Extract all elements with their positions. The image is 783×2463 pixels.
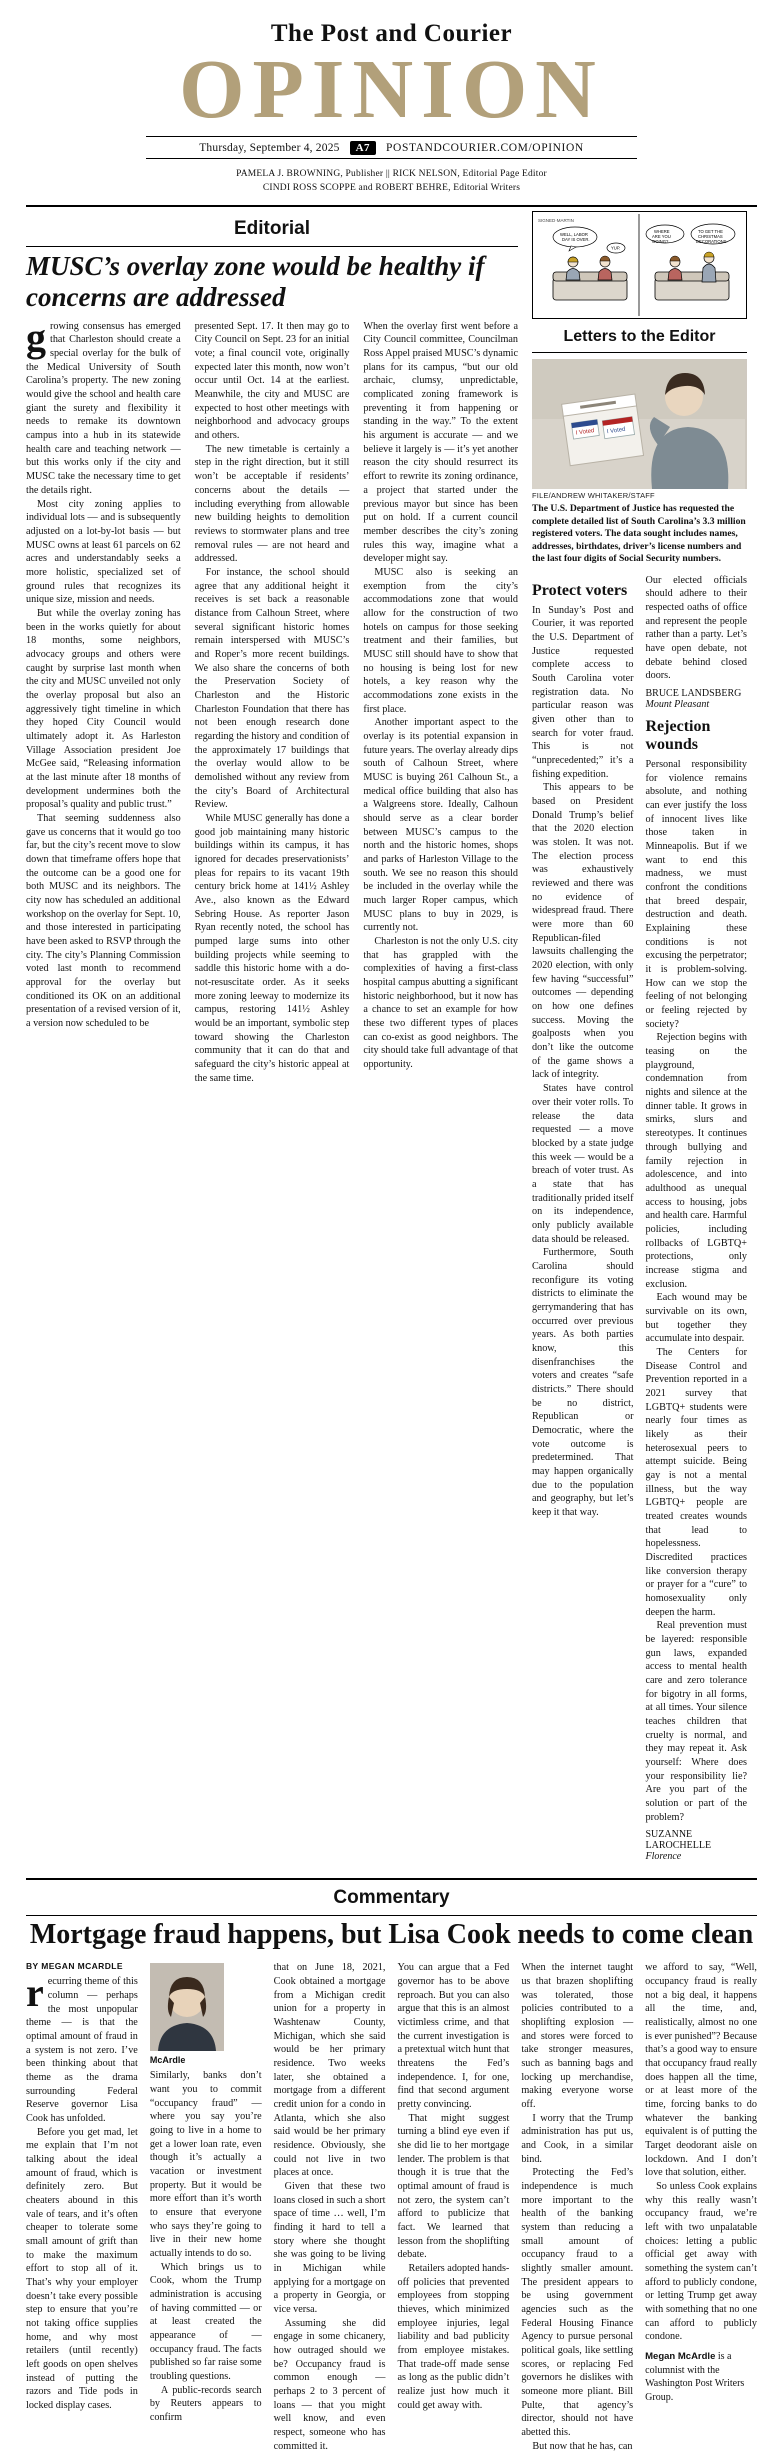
commentary-paragraph: recurring theme of this column — perhaps the most unpopular theme — is that the optimal amount of fraud in a system is not zero. I’ve been thinking about that theme as the drama surrounding Federal Reserve governor Lisa Cook has unfolded. <box>26 1970 138 2124</box>
commentary-article <box>26 1880 757 2453</box>
editorial-letters-region <box>26 211 757 1862</box>
commentary-headline: Mortgage fraud happens, but Lisa Cook needs to come clean <box>29 1919 754 1951</box>
svg-text:DECORATIONS.: DECORATIONS. <box>696 239 728 245</box>
letter-signature <box>646 1829 748 1862</box>
commentary-column-5 <box>521 1961 633 2453</box>
letter-paragraph: Each wound may be survivable on its own, but together they accumulate into despair. <box>645 1292 747 1345</box>
section-word: OPINION <box>179 43 604 136</box>
letters-columns <box>532 574 747 1863</box>
commentary-tagline-rest: is a columnist with the Washington Post Writers Group. <box>645 2351 745 2403</box>
letters-section-label: Letters to the Editor <box>563 328 716 346</box>
commentary-paragraph: But now that he has, can <box>532 2440 633 2452</box>
page-number-badge: A7 <box>350 141 376 155</box>
svg-text:DAY IS OVER.: DAY IS OVER. <box>562 237 590 243</box>
publication-date: Thursday, September 4, 2025 <box>199 141 340 154</box>
author-caption: McArdle <box>149 2055 186 2066</box>
voting-photo-illustration <box>532 359 745 489</box>
commentary-byline: BY MEGAN MCARDLE <box>26 1961 123 1972</box>
commentary-column-3 <box>274 1961 386 2453</box>
photo-caption: The U.S. Department of Justice has requested the complete detailed list of South Carolina’s 3.3 million registered voters. The data sought includes names, addresses, birthdates, driver’s license numbers and the last four digits of Social Security numbers. <box>532 503 746 565</box>
svg-text:CHRISTMAS: CHRISTMAS <box>698 234 723 240</box>
letter-signature-name: BRUCE LANDSBERG <box>645 688 742 700</box>
letter-signature-place: Florence <box>645 1851 682 1863</box>
editorial-columns <box>26 314 519 1086</box>
letter-paragraph: Personal responsibility for violence remains absolute, and nothing can ever justify the loss of innocent lives like those taken in Minneapolis. But if we want to end this madness, we must confront the conditions that breed despair, destruction and death. Explaining these conditions is not excusing the perpetrator; it is problem-solving. How can we stop the feeling of not belonging or feeling rejected by society? <box>645 759 747 1030</box>
editorial-paragraph: When the overlay first went before a City Council committee, Councilman Ross Appel praised MUSC’s dynamic plans for its campus, “but our old archaic, clumsy, unpredictable, complicated zoning framework is preventing it from happening or standing in the way.” To the extent his argument is accurate — and we believe it largely is — it’s yet another reason the city should resurrect its effort to rewrite its zoning ordinance, a project that started under the previous mayor but since has been put on hold. If a current council member describes the city’s zoning rules this way, imagine what a developer might say. <box>363 320 519 565</box>
svg-text:GOING?: GOING? <box>652 239 669 245</box>
letter-signature <box>646 688 748 710</box>
svg-text:WELL, LABOR: WELL, LABOR <box>560 232 588 238</box>
letters-rule <box>532 352 747 353</box>
commentary-paragraph: Assuming she did engage in some chicanery, how outraged should we be? Occupancy fraud is common enough — perhaps 2 to 3 percent of loans — that you might well know, and even respect, someone who has committed it. <box>273 2317 386 2452</box>
commentary-columns <box>26 1961 757 2453</box>
commentary-paragraph: Before you get mad, let me explain that I’m not talking about the ideal amount of fraud, which is definitely zero. But cheaters abound in this vale of tears, and it’s often cheaper to tolerate some small amount of grift than to make the maximum effort to stop all of it. That’s why your employer doesn’t take every possible step to ensure that you’re not taking office supplies home, and why most retailers (until recently) left goods on open shelves instead of putting the razors and Tide pods in locked display cases. <box>26 2126 138 2412</box>
commentary-paragraph: When the internet taught us that brazen shoplifting was tolerated, those policies contributed to a shoplifting explosion — and stores were forced to take stronger measures, such as banning bags and locking up merchandise, making everyone worse off. <box>521 1962 634 2110</box>
editorial-paragraph: That seeming suddenness also gave us concerns that it would go too far, but the city’s recent move to slow down that timeframe offers hope that the outcome can be a good one for both MUSC and its neighbors. The city now has scheduled an additional workshop on the overlay for Sept. 10, and those interested in participating have been asked to RSVP through the city. The city’s Planning Commission voted last month to recommend approval for the overlay but conditioned its OK on an additional presentation of a revised version of it, a version now scheduled to be <box>26 812 181 1030</box>
editorial-rule <box>26 246 518 247</box>
commentary-rule <box>26 1915 757 1916</box>
commentary-paragraph: So unless Cook explains why this really wasn’t occupancy fraud, we’re left with two unpalatable choices: letting a public official get away with something the system can’t afford to publicly condone, or letting Trump get away with something that no one can afford to publicly condone. <box>645 2180 757 2343</box>
commentary-paragraph: Given that these two loans closed in such a short space of time … well, I’m finding it hard to tell a story where she thought she was going to be living in Michigan while applying for a mortgage on a property in Georgia, or vice versa. <box>273 2180 386 2316</box>
masthead <box>26 20 757 199</box>
commentary-column-2 <box>150 1961 262 2453</box>
letter-paragraph: The Centers for Disease Control and Prevention reported in a 2021 survey that LGBTQ+ students were nearly four times as likely as their heterosexual peers to attempt suicide. Being gay is not a mental illness, but the way LGBTQ+ people are treated creates wounds that lead to hopelessness. Discredited practices like conversion therapy or prayer for a “cure” to homosexuality only deepen the harm. <box>645 1346 747 1618</box>
editorial-paragraph: Most city zoning applies to individual lots — and is subsequently adjusted on a lot-by-lot basis — but MUSC owns at least 61 parcels on 62 acres and understandably seeks a more holistic, specialized set of ground rules that recognizes its unique size, mission and needs. <box>26 498 181 606</box>
editorial-paragraph: growing consensus has emerged that Charleston should create a special overlay for the bulk of the Medical University of South Carolina’s property. The new zoning would give the school and health care giant the surety and flexibility it needs to remake its downtown campus into a hub in its statewide health care and teaching network — but this works only if the city and MUSC take the necessary time to get the details right. <box>26 314 181 496</box>
commentary-paragraph: Similarly, banks don’t want you to commit “occupancy fraud” — where you say you’re going to live in a home to get a lower loan rate, even though it’s actually a vacation or investment property. But it would be more effort than it’s worth to ensure that everyone who says they’re going to live in their new home actually intends to do so. <box>149 2070 262 2259</box>
editorial-paragraph: MUSC also is seeking an exemption from the city’s accommodations zone that would allow for the construction of two hotels on campus for those seeking treatment and their families, but MUSC still should have to show that no housing is being lost for new hotels, a key reason why the accommodations zone exists in the first place. <box>363 566 519 715</box>
letter-paragraph: Rejection begins with teasing on the playground, condemnation from nights and silence at the dinner table. It grows in smirks, slurs and stereotypes. It continues through bullying and family rejection in adolescence, and into adulthood as unequal access to housing, jobs and health care. Harmful policies, including rollbacks of LGBTQ+ protections, only increase stigma and exclusion. <box>645 1032 747 1290</box>
editorial-paragraph: The new timetable is certainly a step in the right direction, but it still won’t be acceptable if residents’ concerns about the details — including everything from allowable new building heights to demolition reviews to stormwater plans and tree removal rules — are not heard and addressed. <box>194 443 350 565</box>
letter-signature-name: SUZANNE LAROCHELLE <box>645 1829 712 1852</box>
svg-text:TO GET THE: TO GET THE <box>698 229 723 235</box>
letter-paragraph: Real prevention must be layered: responsible gun laws, expanded access to mental health care and zero tolerance for bigotry in all forms, at all times. Your silence teaches children that cruelty is normal, and they may repeat it. Ask yourself: Where does your responsibility lie? Are you part of the solution or part of the problem? <box>645 1620 747 1823</box>
letter-paragraph: Our elected officials should adhere to their respected oaths of office and represent the people rather than a party. Let’s have open debate, not debate behind closed doors. <box>645 574 747 682</box>
paper-name: The Post and Courier <box>270 20 513 47</box>
divider-top <box>26 205 757 207</box>
letter-signature-place: Mount Pleasant <box>645 699 710 711</box>
commentary-paragraph: A public-records search by Reuters appears to confirm <box>149 2384 262 2424</box>
letter-paragraph: This appears to be based on President Donald Trump’s belief that the 2020 election was stolen. It was not. The election process was exhaustively reviewed and there was no evidence of widespread fraud. There were more than 60 Republican-filed lawsuits challenging the 2020 election, with only few having “successful” outcomes — depending on how one defines success. Moving the goalposts when you don’t like the outcome of the game shows a lack of integrity. <box>532 782 634 1081</box>
staff-box <box>26 159 757 200</box>
letter-paragraph: In Sunday’s Post and Courier, it was reported the U.S. Department of Justice requested complete access to South Carolina voter registration data. No particular reason was given other than to search for voter fraud. This is not “unprecedented;” it’s a fishing expedition. <box>532 604 634 780</box>
editorial-headline: MUSC’s overlay zone would be healthy if concerns are addressed <box>26 251 485 312</box>
letter-title: Rejection wounds <box>645 718 711 754</box>
letters-column-1 <box>532 574 634 1863</box>
commentary-paragraph: Retailers adopted hands-off policies that prevented employees from stopping thieves, which minimized employee injuries, legal liability and bad publicity from employee mistakes. That trade-off made sense as long as the public didn’t realize just how much it could get away with. <box>397 2263 510 2411</box>
commentary-column-6 <box>645 1961 757 2453</box>
svg-text:ARE YOU: ARE YOU <box>652 234 671 240</box>
letter-paragraph: States have control over their voter rolls. To release the data requested — a move blocked by a state judge this week — would be a breach of voter trust. As a state that has traditionally prided itself on its independence, only publicly available data should be released. <box>532 1083 634 1245</box>
commentary-paragraph: Protecting the Fed’s independence is much more important to the health of the banking system than reducing a small amount of occupancy fraud to a slightly smaller amount. The president appears to be using government agencies such as the Federal Housing Finance Agency to pursue personal political goals, like settling scores, or replacing Fed governors he dislikes with someone more pliant. Bill Pulte, that agency’s director, should not have abetted this. <box>521 2167 634 2439</box>
editorial-section-label: Editorial <box>233 218 310 240</box>
masthead-info-line <box>26 137 757 158</box>
staff-line-publisher: PAMELA J. BROWNING, Publisher || RICK NELSON, Editorial Page Editor <box>236 168 547 179</box>
commentary-tagline-name: Megan McArdle <box>645 2351 716 2363</box>
editorial-column-1 <box>26 314 181 1086</box>
website-url: POSTANDCOURIER.COM/OPINION <box>386 141 584 154</box>
svg-text:YUP.: YUP. <box>611 245 621 251</box>
svg-text:SIGNED·MARTIN: SIGNED·MARTIN <box>538 218 574 224</box>
commentary-paragraph: we afford to say, “Well, occupancy fraud is really not a big deal, it happens all the time, and, realistically, almost no one is ever punished”? Because that’s a good way to ensure that occupancy fraud really does happen all the time, or at least more of the time, forcing banks to do whatever the banking equivalent is of putting the Target deodorant aisle on lockdown. And I don’t love that solution, either. <box>645 1962 757 2179</box>
svg-text:I Voted: I Voted <box>606 427 626 436</box>
letter-paragraph: Furthermore, South Carolina should reconfigure its voting districts to eliminate the gerrymandering that has occurred over previous years. As both parties know, this disenfranchises the voters and creates “safe districts.” There should be no district, Republican or Democratic, where the vote outcome is predetermined. That may happen organically due to the population and geography, but let’s keep it that way. <box>532 1247 634 1518</box>
editorial-paragraph: For instance, the school should agree that any additional height it receives is set back a reasonable distance from Calhoun Street, where several significant historic homes remain interspersed with MUSC’s and Roper’s more recent buildings. We also share the concerns of both the Preservation Society of Charleston and the Historic Charleston Foundation that there has not been enough research done regarding the history and condition of the approximately 17 buildings that the overlay would allow to be demolished without any review from the city’s Board of Architectural Review. <box>194 566 350 811</box>
cartoon-illustration <box>533 212 746 318</box>
commentary-column-4 <box>397 1961 509 2453</box>
author-portrait <box>150 1963 224 2051</box>
editorial-paragraph: presented Sept. 17. It then may go to City Council on Sept. 23 for an initial vote; a final council vote, originally expected later this month, now won’t occur until Oct. 14 at the earliest. Meanwhile, the city and MUSC are expected to host other meetings with neighborhood and advocacy groups and others. <box>194 320 350 442</box>
commentary-column-1 <box>26 1961 138 2453</box>
commentary-paragraph: You can argue that a Fed governor has to be above reproach. But you can also argue that this is an almost victimless crime, and that the current investigation is a pretextual witch hunt that threatens the Fed’s independence. I, for one, find that second argument pretty convincing. <box>397 1962 510 2110</box>
commentary-paragraph: That might suggest turning a blind eye even if she did lie to her mortgage lender. The problem is that though it is true that the optimal amount of fraud is not zero, the system can’t afford to publicize that fact. We learned that lesson from the shoplifting debate. <box>397 2112 510 2261</box>
commentary-tagline <box>645 2350 757 2404</box>
letters-column-2 <box>646 574 748 1863</box>
editorial-paragraph: Charleston is not the only U.S. city that has grappled with the complexities of having a first-class hospital campus abutting a significant historic neighborhood, but it now has a chance to set an example for how these two different types of places can co-exist as good neighbors. The city should take full advantage of that opportunity. <box>363 936 519 1071</box>
letter-title: Protect voters <box>532 581 628 599</box>
editorial-column-3 <box>363 320 518 1086</box>
letters-photo <box>532 359 747 489</box>
commentary-paragraph: I worry that the Trump administration has put us, and Cook, in a similar bind. <box>521 2112 634 2165</box>
staff-line-writers: CINDI ROSS SCOPPE and ROBERT BEHRE, Editorial Writers <box>262 183 521 194</box>
editorial-paragraph: Another important aspect to the overlay is its potential expansion in future years. The overlay already dips south of Calhoun Street, where MUSC is buying 261 Calhoun St., a medical office building that also has a Walgreens store. Ideally, Calhoun should serve as a clear border between MUSC’s campus to the north and the historic homes, shops and parks of Harleston Village to the south. We see no reason this should be included in the overlay while the much larger Roper campus, which MUSC plans to buy in 2029, is currently not. <box>363 717 519 934</box>
editorial-article <box>26 211 518 1862</box>
editorial-paragraph: But while the overlay zoning has been in the works quietly for about 18 months, some neighbors, advocacy groups and others were caught by surprise last month when the city and MUSC unveiled not only the overlay proposal but also an aggressively tight timeline in which they hoped City Council would ultimately adopt it. As Harleston Village Association president Joe McGee said, “Releasing information at the last minute after 18 months of development undermines both the proposal’s quality and public trust.” <box>26 607 181 811</box>
commentary-paragraph: Which brings us to Cook, whom the Trump administration is accusing of having committed — or at least created the appearance of — occupancy fraud. The facts published so far raise some troubling questions. <box>149 2261 262 2383</box>
photo-credit: FILE/ANDREW WHITAKER/STAFF <box>532 491 655 501</box>
commentary-section-label: Commentary <box>333 1887 450 1909</box>
editorial-paragraph: While MUSC generally has done a good job maintaining many historic buildings within its campus, it has ignored for decades preservationists’ pleas for repairs to its vacant 19th century brick home at 141½ Ashley Ave., also known as the Edward Sebring House. As reporter Jason Ryan recently noted, the school has pumped large sums into other building projects while seeming to saddle this historic home with a do-not-resuscitate order. As it seeks more zoning leeway to modernize its campus, restoring 141½ Ashley would be an important, symbolic step toward showing the Charleston community that it can do that and safeguard the city’s historic appeal at the same time. <box>194 812 350 1084</box>
svg-text:I Voted: I Voted <box>575 428 595 437</box>
commentary-paragraph: that on June 18, 2021, Cook obtained a mortgage from a Michigan credit union for a property in Washtenaw County, Michigan, which she said would be her primary residence. Two weeks later, she obtained a mortgage from a different credit union for a condo in Atlanta, which she also said would be her primary residence. Obviously, she could not live in two places at once. <box>273 1962 386 2179</box>
editorial-column-2 <box>195 320 350 1086</box>
editorial-cartoon <box>532 211 747 319</box>
author-portrait-illustration <box>150 1963 224 2051</box>
letters-region <box>532 211 747 1862</box>
svg-text:WHERE: WHERE <box>654 229 670 235</box>
